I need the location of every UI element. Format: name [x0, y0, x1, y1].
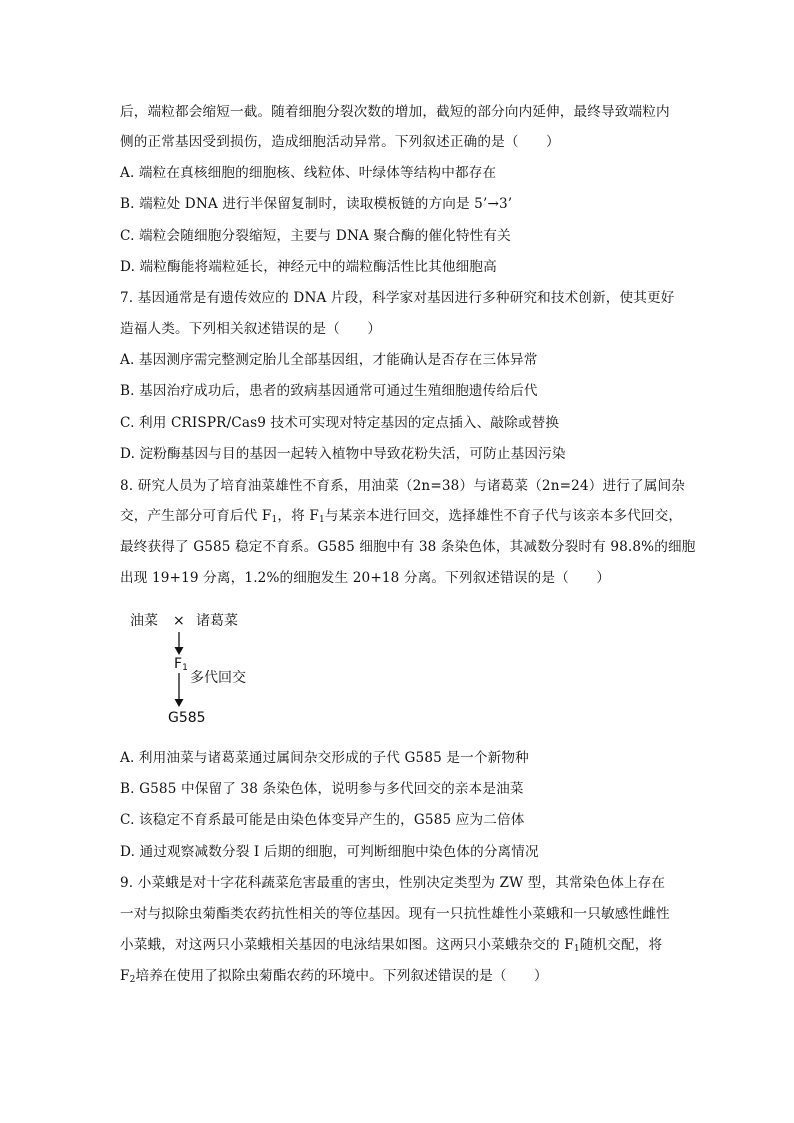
option-b: B. 基因治疗成功后，患者的致病基因通常可通过生殖细胞遗传给后代 [120, 383, 538, 399]
down-arrow-icon [172, 632, 186, 656]
question-8-line: 出现 19+19 分离，1.2%的细胞发生 20+18 分离。下列叙述错误的是（ ） [120, 570, 611, 586]
question-9-line: 一对与拟除虫菊酯类农药抗性相关的等位基因。现有一只抗性雄性小菜蛾和一只敏感性雌性 [120, 906, 670, 922]
cross-symbol: × [173, 613, 185, 629]
f1-label: $F_1$ [174, 656, 188, 673]
option-c: C. 利用 CRISPR/Cas9 技术可实现对特定基因的定点插入、敲除或替换 [120, 415, 560, 431]
question-7-line: 7. 基因通常是有遗传效应的 DNA 片段，科学家对基因进行多种研究和技术创新，使其更好 [120, 290, 675, 306]
option-a: A. 利用油菜与诸葛菜通过属间杂交形成的子代 G585 是一个新物种 [120, 750, 529, 766]
paragraph-line: 后，端粒都会缩短一截。随着细胞分裂次数的增加，截短的部分向内延伸，最终导致端粒内 [120, 104, 670, 120]
option-b: B. 端粒处 DNA 进行半保留复制时，读取模板链的方向是 5’→3’ [120, 196, 513, 212]
option-d: D. 通过观察减数分裂 I 后期的细胞，可判断细胞中染色体的分离情况 [120, 844, 539, 860]
down-arrow-icon [172, 673, 186, 709]
question-9-line: 小菜蛾，对这两只小菜蛾相关基因的电泳结果如图。这两只小菜蛾杂交的 $F_1$随机交配，将 [120, 937, 663, 954]
question-9-line: 9. 小菜蛾是对十字花科蔬菜危害最重的害虫，性别决定类型为 ZW 型，其常染色体上存在 [120, 875, 666, 891]
question-7-line: 造福人类。下列相关叙述错误的是（ ） [120, 321, 382, 337]
parent1-label: 油菜 [130, 613, 158, 629]
option-d: D. 端粒酶能将端粒延长，神经元中的端粒酶活性比其他细胞高 [120, 259, 497, 275]
paragraph-line: 侧的正常基因受到损伤，造成细胞活动异常。下列叙述正确的是（ ） [120, 134, 560, 150]
option-c: C. 端粒会随细胞分裂缩短，主要与 DNA 聚合酶的催化特性有关 [120, 228, 511, 244]
option-a: A. 基因测序需完整测定胎儿全部基因组，才能确认是否存在三体异常 [120, 352, 538, 368]
option-a: A. 端粒在真核细胞的细胞核、线粒体、叶绿体等结构中都存在 [120, 165, 497, 181]
question-8-line: 8. 研究人员为了培育油菜雄性不育系，用油菜（2n=38）与诸葛菜（2n=24）进行了属间杂 [120, 478, 685, 494]
g585-label: G585 [168, 710, 206, 726]
question-8-line: 最终获得了 G585 稳定不育系。G585 细胞中有 38 条染色体，其减数分裂时有 98.8%的细胞 [120, 539, 696, 555]
backcross-label: 多代回交 [190, 670, 246, 686]
question-9-line: $F_2$培养在使用了拟除虫菊酯农药的环境中。下列叙述错误的是（ ） [120, 968, 548, 985]
option-d: D. 淀粉酶基因与目的基因一起转入植物中导致花粉失活，可防止基因污染 [120, 446, 566, 462]
option-b: B. G585 中保留了 38 条染色体，说明参与多代回交的亲本是油菜 [120, 781, 524, 797]
hybridization-diagram [130, 610, 330, 730]
question-8-line: 交，产生部分可育后代 $F_1$，将 $F_1$与某亲本进行回交，选择雄性不育子代与该亲本多代回交， [120, 508, 683, 525]
parent2-label: 诸葛菜 [196, 613, 238, 629]
option-c: C. 该稳定不育系最可能是由染色体变异产生的，G585 应为二倍体 [120, 812, 525, 828]
